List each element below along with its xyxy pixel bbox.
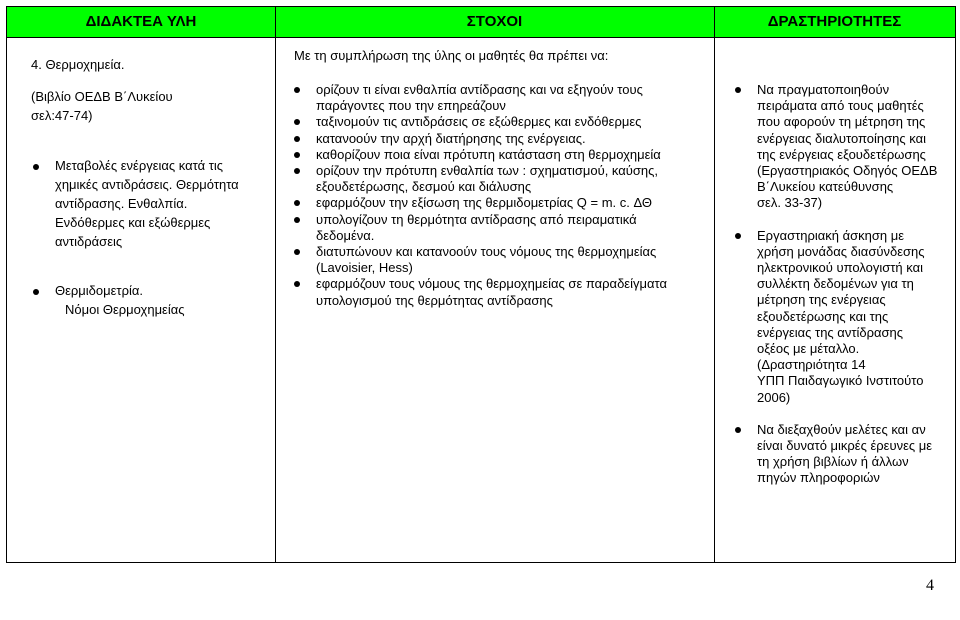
page-number: 4	[926, 577, 934, 594]
list-item-line: Εργαστηριακή άσκηση με	[757, 227, 905, 243]
bullet-icon	[294, 136, 300, 142]
content-line: χημικές αντιδράσεις. Θερμότητα	[55, 177, 239, 192]
list-item-line: ηλεκτρονικού υπολογιστή και	[757, 260, 924, 275]
list-item-line: 2006)	[757, 389, 791, 405]
list-item-line: εξουδετέρωσης και της	[757, 308, 889, 324]
list-item-line: δεδομένα.	[316, 227, 375, 243]
list-item-line: πηγών πληροφοριών	[757, 470, 880, 486]
list-item-line: πειράματα από τους μαθητές	[757, 98, 924, 114]
list-item-line: που αφορούν τη μέτρηση της	[757, 114, 926, 130]
bullet-icon	[294, 217, 300, 223]
list-item-line: ορίζουν την πρότυπη ενθαλπία των : σχηματισμού, καύσης,	[316, 163, 659, 178]
list-item	[757, 422, 957, 487]
bullet-icon	[735, 427, 741, 433]
bullet-icon	[294, 249, 300, 255]
list-item-line: εξουδετέρωσης, δεσμού και διάλυσης	[316, 179, 532, 195]
list-item-line: είναι δυνατό μικρές έρευνες με	[757, 438, 933, 453]
header-goals: ΣΤΟΧΟΙ	[466, 13, 523, 30]
bullet-icon	[33, 164, 39, 170]
list-item-line: ενέργειας διαλυτοποίησης και	[757, 130, 927, 146]
list-item-line: σελ. 33-37)	[757, 195, 823, 211]
content-line: Μεταβολές ενέργειας κατά τις	[55, 158, 224, 173]
column-divider	[275, 7, 276, 562]
list-item	[316, 195, 716, 211]
content-line: Θερμιδομετρία.	[55, 283, 143, 298]
book-reference-line: σελ:47-74)	[31, 108, 93, 123]
list-item-line: μέτρηση της ενέργειας	[757, 292, 886, 308]
bullet-icon	[294, 168, 300, 174]
list-item-line: εφαρμόζουν τους νόμους της θερμοχημείας σε παραδείγματα	[316, 276, 667, 292]
bullet-icon	[294, 152, 300, 158]
curriculum-table	[6, 6, 956, 563]
list-item	[316, 163, 716, 195]
list-item	[757, 228, 957, 406]
list-item	[316, 82, 716, 114]
list-item-line: καθορίζουν ποια είναι πρότυπη κατάσταση στη θερμοχημεία	[316, 146, 661, 162]
list-item-line: (Εργαστηριακός Οδηγός ΟΕΔΒ	[757, 163, 938, 179]
book-reference-line: (Βιβλίο ΟΕΔΒ Β΄Λυκείου	[31, 89, 173, 104]
list-item-line: υπολογίζουν τη θερμότητα αντίδρασης από πειραματικά	[316, 211, 637, 227]
list-item-line: (Lavoisier, Hess)	[316, 260, 413, 276]
list-item-line: τη χρήση βιβλίων ή άλλων	[757, 454, 909, 470]
bullet-icon	[294, 119, 300, 125]
list-item-line: εφαρμόζουν την εξίσωση της θερμιδομετρίας Q = m. c. ΔΘ	[316, 195, 653, 211]
bullet-icon	[294, 87, 300, 93]
list-item	[316, 131, 716, 147]
list-item-line: ΥΠΠ Παιδαγωγικό Ινστιτούτο	[757, 373, 924, 389]
header-content: ΔΙΔΑΚΤΕΑ ΥΛΗ	[85, 13, 197, 30]
table-header-row	[7, 7, 955, 38]
goals-intro: Με τη συμπλήρωση της ύλης οι μαθητές θα πρέπει να:	[294, 48, 609, 63]
list-item-line: συλλέκτη δεδομένων για τη	[757, 276, 914, 292]
list-item-line: κατανοούν την αρχή διατήρησης της ενέργειας.	[316, 130, 586, 146]
section-title: 4. Θερμοχημεία.	[31, 57, 125, 72]
list-item-line: ορίζουν τι είναι ενθαλπία αντίδρασης και να εξηγούν τους	[316, 82, 643, 97]
content-line: Ενδόθερμες και εξώθερμες	[55, 215, 211, 230]
list-item	[316, 212, 716, 244]
list-item-line: παράγοντες που την επηρεάζουν	[316, 98, 506, 114]
list-item-line: Να διεξαχθούν μελέτες και αν	[757, 421, 926, 437]
list-item-line: ενέργειας της αντίδρασης	[757, 324, 904, 340]
list-item-line: (Δραστηριότητα 14	[757, 357, 866, 373]
list-item	[316, 147, 716, 163]
list-item	[316, 244, 716, 276]
list-item-line: ταξινομούν τις αντιδράσεις σε εξώθερμες και ενδόθερμες	[316, 114, 642, 130]
list-item-line: Να πραγματοποιηθούν	[757, 82, 890, 97]
list-item	[316, 114, 716, 130]
content-item	[55, 156, 239, 251]
header-activities: ΔΡΑΣΤΗΡΙΟΤΗΤΕΣ	[767, 13, 902, 30]
list-item-line: της ενέργειας εξουδετέρωσης	[757, 146, 926, 162]
list-item-line: οξέος με μέταλλο.	[757, 341, 860, 357]
bullet-icon	[735, 87, 741, 93]
content-line: Νόμοι Θερμοχημείας	[65, 302, 185, 317]
bullet-icon	[33, 289, 39, 295]
book-reference	[31, 87, 173, 125]
bullet-icon	[294, 281, 300, 287]
list-item	[757, 82, 957, 212]
bullet-icon	[294, 200, 300, 206]
content-item	[55, 281, 185, 319]
content-line: αντίδρασης. Ενθαλπία.	[55, 196, 188, 211]
list-item	[316, 276, 716, 308]
bullet-icon	[735, 233, 741, 239]
list-item-line: χρήση μονάδας διασύνδεσης	[757, 243, 925, 259]
content-line: αντιδράσεις	[55, 234, 123, 249]
list-item-line: Β΄Λυκείου κατεύθυνσης	[757, 179, 894, 195]
list-item-line: διατυπώνουν και κατανοούν τους νόμους της θερμοχημείας	[316, 244, 657, 259]
list-item-line: υπολογισμού της θερμότητας αντίδρασης	[316, 292, 553, 308]
